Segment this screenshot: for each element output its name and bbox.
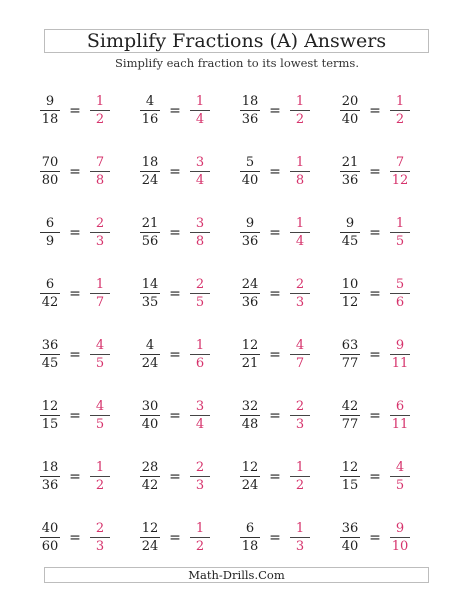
answer-denominator: 2 [195,539,205,554]
fraction-problem [338,507,438,568]
answer-fraction [88,460,112,493]
answer-numerator: 1 [395,216,405,231]
question-fraction [238,216,262,249]
answer-denominator: 10 [391,539,409,554]
question-numerator: 14 [141,277,159,292]
equals-sign: = [69,224,81,241]
question-denominator: 24 [241,478,259,493]
question-numerator: 12 [241,338,259,353]
question-fraction [338,216,362,249]
question-fraction [238,277,262,310]
answer-numerator: 3 [195,155,205,170]
question-fraction [38,399,62,432]
question-fraction [338,338,362,371]
question-numerator: 40 [41,521,59,536]
question-denominator: 48 [241,417,259,432]
equals-sign: = [169,529,181,546]
question-denominator: 9 [45,234,55,249]
answer-denominator: 5 [395,234,405,249]
question-fraction [138,155,162,188]
answer-numerator: 9 [395,521,405,536]
question-denominator: 77 [341,356,359,371]
answer-fraction [388,277,412,310]
answer-numerator: 1 [295,155,305,170]
answer-fraction [188,94,212,127]
answer-numerator: 4 [95,399,105,414]
answer-denominator: 5 [95,356,105,371]
answer-denominator: 3 [95,234,105,249]
answer-numerator: 7 [95,155,105,170]
answer-numerator: 1 [95,277,105,292]
question-denominator: 36 [241,295,259,310]
question-numerator: 18 [141,155,159,170]
question-fraction [338,155,362,188]
answer-denominator: 8 [95,173,105,188]
question-fraction [238,94,262,127]
fraction-problem [238,446,338,507]
answer-fraction [388,338,412,371]
question-numerator: 6 [45,277,55,292]
fraction-problem [338,263,438,324]
answer-numerator: 1 [295,460,305,475]
answer-denominator: 3 [95,539,105,554]
answer-denominator: 8 [195,234,205,249]
equals-sign: = [169,407,181,424]
question-numerator: 4 [145,338,155,353]
question-fraction [138,216,162,249]
question-numerator: 36 [341,521,359,536]
question-denominator: 36 [241,112,259,127]
question-fraction [238,460,262,493]
answer-denominator: 4 [295,234,305,249]
question-numerator: 5 [245,155,255,170]
fraction-problem [138,263,238,324]
answer-denominator: 6 [195,356,205,371]
equals-sign: = [169,163,181,180]
equals-sign: = [69,346,81,363]
answer-denominator: 4 [195,173,205,188]
answer-denominator: 2 [95,112,105,127]
question-numerator: 21 [341,155,359,170]
answer-numerator: 5 [395,277,405,292]
equals-sign: = [369,468,381,485]
answer-fraction [188,216,212,249]
fraction-problem [38,385,138,446]
question-numerator: 12 [41,399,59,414]
answer-denominator: 2 [95,478,105,493]
question-denominator: 40 [141,417,159,432]
answer-fraction [188,399,212,432]
question-numerator: 21 [141,216,159,231]
equals-sign: = [369,285,381,302]
equals-sign: = [69,407,81,424]
equals-sign: = [269,407,281,424]
answer-denominator: 3 [295,295,305,310]
worksheet-footer: Math-Drills.Com [44,567,429,583]
fraction-problem [138,202,238,263]
equals-sign: = [69,102,81,119]
fraction-problem [238,263,338,324]
equals-sign: = [369,346,381,363]
question-denominator: 24 [141,539,159,554]
question-denominator: 45 [341,234,359,249]
answer-numerator: 3 [195,399,205,414]
question-denominator: 36 [341,173,359,188]
question-numerator: 42 [341,399,359,414]
question-denominator: 36 [41,478,59,493]
answer-numerator: 4 [395,460,405,475]
fraction-problem [238,80,338,141]
answer-denominator: 4 [195,112,205,127]
fraction-problem [38,263,138,324]
answer-numerator: 1 [295,521,305,536]
answer-fraction [88,338,112,371]
answer-denominator: 2 [295,478,305,493]
answer-fraction [188,521,212,554]
question-fraction [38,155,62,188]
equals-sign: = [269,163,281,180]
answer-fraction [288,216,312,249]
answer-numerator: 2 [195,277,205,292]
fraction-problem [238,507,338,568]
answer-fraction [388,399,412,432]
question-fraction [338,521,362,554]
fraction-problem [38,141,138,202]
answer-fraction [388,155,412,188]
question-fraction [138,277,162,310]
equals-sign: = [69,529,81,546]
answer-denominator: 3 [295,539,305,554]
answer-fraction [388,94,412,127]
question-numerator: 12 [341,460,359,475]
equals-sign: = [269,285,281,302]
answer-fraction [288,460,312,493]
equals-sign: = [369,163,381,180]
question-numerator: 28 [141,460,159,475]
equals-sign: = [269,468,281,485]
equals-sign: = [69,468,81,485]
fraction-problem [338,202,438,263]
equals-sign: = [269,102,281,119]
answer-numerator: 7 [395,155,405,170]
answer-fraction [188,155,212,188]
question-numerator: 32 [241,399,259,414]
question-fraction [138,94,162,127]
question-denominator: 42 [41,295,59,310]
fraction-problem [338,324,438,385]
equals-sign: = [269,529,281,546]
answer-fraction [288,94,312,127]
answer-numerator: 1 [195,338,205,353]
equals-sign: = [369,102,381,119]
question-numerator: 12 [141,521,159,536]
question-fraction [338,94,362,127]
question-fraction [38,216,62,249]
equals-sign: = [169,468,181,485]
question-denominator: 12 [341,295,359,310]
answer-fraction [288,277,312,310]
question-numerator: 12 [241,460,259,475]
answer-numerator: 1 [95,94,105,109]
answer-numerator: 1 [295,94,305,109]
worksheet-title: Simplify Fractions (A) Answers [44,29,429,53]
answer-fraction [288,155,312,188]
question-denominator: 35 [141,295,159,310]
answer-numerator: 1 [195,521,205,536]
fraction-problem [338,385,438,446]
answer-denominator: 4 [195,417,205,432]
answer-numerator: 2 [95,216,105,231]
fraction-problem [238,385,338,446]
answer-fraction [188,338,212,371]
question-fraction [138,460,162,493]
question-numerator: 4 [145,94,155,109]
answer-fraction [388,460,412,493]
answer-fraction [288,521,312,554]
worksheet-instructions: Simplify each fraction to its lowest terms. [115,56,359,70]
question-fraction [38,460,62,493]
fraction-problem [138,507,238,568]
answer-numerator: 4 [295,338,305,353]
question-fraction [138,399,162,432]
equals-sign: = [169,346,181,363]
question-denominator: 21 [241,356,259,371]
equals-sign: = [69,163,81,180]
answer-numerator: 1 [295,216,305,231]
question-fraction [38,338,62,371]
fraction-problem [138,446,238,507]
fraction-problem [138,141,238,202]
equals-sign: = [269,346,281,363]
question-denominator: 40 [341,539,359,554]
answer-fraction [88,521,112,554]
question-fraction [238,399,262,432]
question-denominator: 80 [41,173,59,188]
fraction-problem [238,202,338,263]
answer-fraction [88,277,112,310]
question-fraction [338,277,362,310]
answer-numerator: 3 [195,216,205,231]
question-denominator: 24 [141,356,159,371]
question-numerator: 63 [341,338,359,353]
question-numerator: 9 [45,94,55,109]
answer-fraction [188,460,212,493]
answer-fraction [288,399,312,432]
answer-denominator: 7 [95,295,105,310]
answer-numerator: 2 [95,521,105,536]
fraction-problem [338,446,438,507]
answer-fraction [388,216,412,249]
fraction-problem [38,324,138,385]
question-numerator: 9 [345,216,355,231]
answer-denominator: 11 [391,417,409,432]
answer-denominator: 11 [391,356,409,371]
fraction-problem [38,446,138,507]
question-numerator: 70 [41,155,59,170]
answer-numerator: 1 [195,94,205,109]
question-numerator: 18 [41,460,59,475]
question-fraction [138,521,162,554]
answer-denominator: 3 [295,417,305,432]
question-fraction [38,277,62,310]
answer-fraction [288,338,312,371]
answer-numerator: 2 [295,277,305,292]
equals-sign: = [69,285,81,302]
question-fraction [238,338,262,371]
fraction-problem [238,141,338,202]
question-numerator: 30 [141,399,159,414]
question-numerator: 9 [245,216,255,231]
answer-numerator: 4 [95,338,105,353]
question-denominator: 56 [141,234,159,249]
fraction-problem [38,80,138,141]
equals-sign: = [169,224,181,241]
fraction-problem [38,507,138,568]
fraction-problem [238,324,338,385]
equals-sign: = [169,285,181,302]
answer-numerator: 1 [395,94,405,109]
answer-denominator: 3 [195,478,205,493]
answer-fraction [388,521,412,554]
answer-denominator: 2 [395,112,405,127]
equals-sign: = [269,224,281,241]
fraction-problem [338,80,438,141]
question-numerator: 10 [341,277,359,292]
answer-denominator: 5 [195,295,205,310]
equals-sign: = [369,529,381,546]
answer-denominator: 5 [395,478,405,493]
equals-sign: = [369,407,381,424]
problem-grid [38,80,438,568]
answer-numerator: 2 [195,460,205,475]
answer-denominator: 5 [95,417,105,432]
question-denominator: 18 [241,539,259,554]
question-denominator: 42 [141,478,159,493]
question-denominator: 36 [241,234,259,249]
question-denominator: 18 [41,112,59,127]
fraction-problem [138,324,238,385]
answer-denominator: 2 [295,112,305,127]
answer-numerator: 6 [395,399,405,414]
answer-fraction [88,155,112,188]
question-fraction [338,399,362,432]
answer-fraction [88,216,112,249]
answer-fraction [88,399,112,432]
question-fraction [138,338,162,371]
question-denominator: 24 [141,173,159,188]
question-fraction [38,521,62,554]
question-denominator: 77 [341,417,359,432]
question-numerator: 18 [241,94,259,109]
equals-sign: = [369,224,381,241]
fraction-problem [38,202,138,263]
question-numerator: 36 [41,338,59,353]
equals-sign: = [169,102,181,119]
question-fraction [38,94,62,127]
question-denominator: 40 [241,173,259,188]
answer-denominator: 6 [395,295,405,310]
answer-numerator: 1 [95,460,105,475]
answer-fraction [188,277,212,310]
question-denominator: 40 [341,112,359,127]
answer-denominator: 12 [391,173,409,188]
answer-numerator: 9 [395,338,405,353]
fraction-problem [138,385,238,446]
answer-fraction [88,94,112,127]
question-denominator: 60 [41,539,59,554]
question-denominator: 45 [41,356,59,371]
answer-denominator: 8 [295,173,305,188]
fraction-problem [138,80,238,141]
question-fraction [338,460,362,493]
question-numerator: 6 [45,216,55,231]
answer-denominator: 7 [295,356,305,371]
answer-numerator: 2 [295,399,305,414]
question-fraction [238,521,262,554]
question-numerator: 24 [241,277,259,292]
question-denominator: 16 [141,112,159,127]
question-numerator: 20 [341,94,359,109]
fraction-problem [338,141,438,202]
question-denominator: 15 [41,417,59,432]
question-denominator: 15 [341,478,359,493]
question-fraction [238,155,262,188]
question-numerator: 6 [245,521,255,536]
